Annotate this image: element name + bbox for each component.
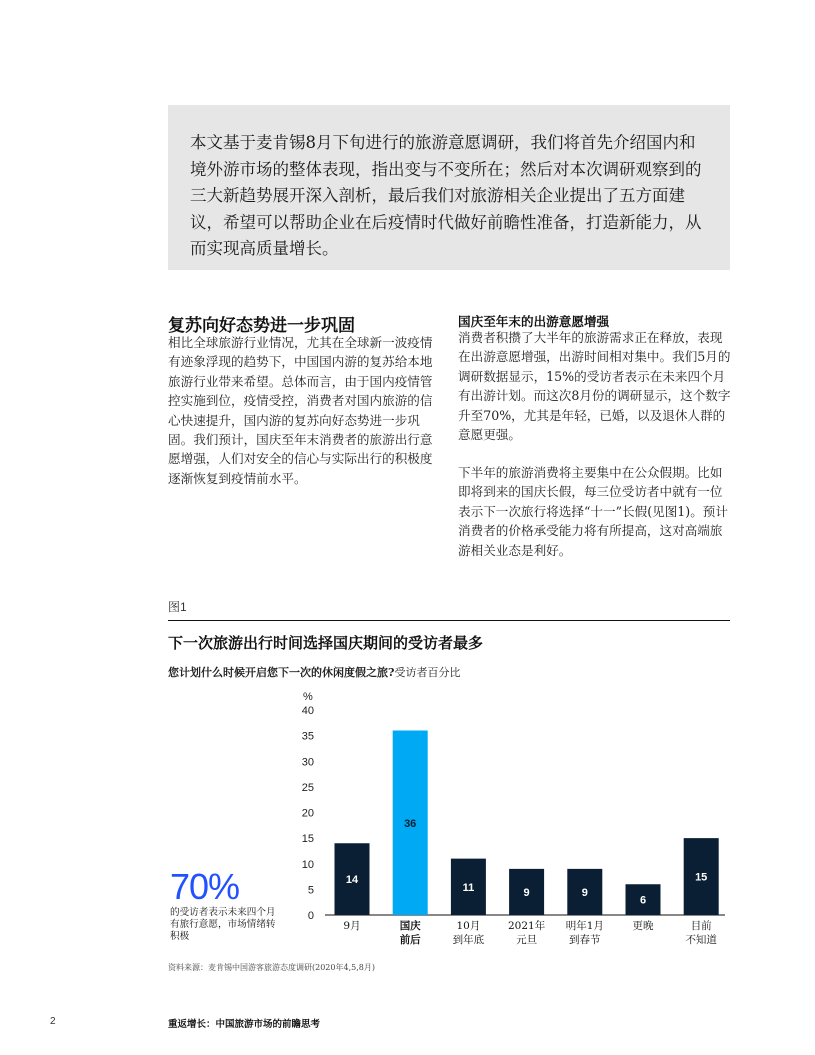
right-section-body-2: 下半年的旅游消费将主要集中在公众假期。比如即将到来的国庆长假，每三位受访者中就有一位表示下一次旅行将选择“十一”长假(见图1)。预计消费者的价格承受能力将有所提高，这对高端旅游相关业态是利好。 — [458, 465, 728, 558]
chart-title: 下一次旅游出行时间选择国庆期间的受访者最多 — [168, 634, 484, 652]
y-axis-unit: % — [303, 691, 313, 703]
chart-unit-note: 受访者百分比 — [394, 666, 461, 679]
right-section-body-1: 消费者积攒了大半年的旅游需求正在释放，表现在出游意愿增强，出游时间相对集中。我们5月的调研数据显示，15%的受访者表示在未来四个月有出游计划。而这次8月份的调研显示，这个数字升至70%，尤其是年轻，已婚，以及退休人群的意愿更强。 — [458, 330, 731, 443]
x-tick-label: 更晚 — [632, 920, 654, 932]
x-tick-label: 到春节 — [569, 934, 601, 946]
right-section-heading: 国庆至年末的出游意愿增强 — [458, 314, 610, 329]
bar-value-label: 9 — [523, 886, 530, 899]
x-tick-label: 前后 — [399, 934, 421, 946]
bar-value-label: 15 — [695, 871, 708, 884]
figure-label: 图1 — [168, 600, 187, 614]
x-tick-label: 10月 — [456, 920, 481, 932]
callout-value: 70% — [170, 866, 240, 907]
x-tick-label: 目前 — [690, 920, 712, 932]
y-tick-label: 30 — [301, 756, 314, 769]
bar-value-label: 6 — [639, 894, 647, 907]
x-tick-label: 元旦 — [516, 934, 538, 946]
source-note: 资料来源：麦肯锡中国游客旅游态度调研(2020年4,5,8月) — [168, 963, 375, 972]
left-section-body: 相比全球旅游行业情况，尤其在全球新一波疫情有迹象浮现的趋势下，中国国内游的复苏给本地旅游行业带来希望。总体而言，由于国内疫情管控实施到位，疫情受控，消费者对国内旅游的信心快速提升，国内游的复苏向好态势进一步巩固。我们预计，国庆至年末消费者的旅游出行意愿增强，人们对安全的信心与实际出行的积极度逐渐恢复到疫情前水平。 — [168, 335, 433, 486]
bar-value-label: 11 — [462, 881, 475, 894]
x-tick-label: 9月 — [343, 920, 361, 932]
left-section-heading: 复苏向好态势进一步巩固 — [168, 316, 355, 336]
x-tick-label: 2021年 — [507, 920, 546, 932]
footer-title: 重返增长：中国旅游市场的前瞻思考 — [168, 1019, 321, 1030]
y-tick-label: 10 — [301, 858, 314, 871]
y-tick-label: 25 — [301, 781, 314, 794]
bar-value-label: 9 — [581, 886, 588, 899]
y-tick-label: 5 — [307, 884, 314, 897]
y-tick-label: 20 — [301, 807, 314, 820]
chart-question: 您计划什么时候开启您下一次的休闲度假之旅? — [168, 666, 395, 679]
x-tick-label: 到年底 — [452, 934, 485, 946]
intro-text: 本文基于麦肯锡8月下旬进行的旅游意愿调研，我们将首先介绍国内和境外游市场的整体表现，指出变与不变所在；然后对本次调研观察到的三大新趋势展开深入剖析，最后我们对旅游相关企业提出了五方面建议，希望可以帮助企业在后疫情时代做好前瞻性准备，打造新能力，从而实现高质量增长。 — [190, 133, 702, 258]
bar-value-label: 14 — [345, 874, 359, 887]
y-tick-label: 35 — [301, 730, 314, 743]
x-tick-label: 明年1月 — [565, 920, 604, 932]
callout-text: 的受访者表示未来四个月有旅行意愿，市场情绪转积极 — [170, 907, 276, 942]
y-tick-label: 15 — [301, 833, 314, 846]
x-tick-label: 国庆 — [399, 920, 421, 932]
y-tick-label: 0 — [307, 910, 314, 922]
page-number: 2 — [50, 1016, 56, 1027]
y-tick-label: 40 — [301, 705, 314, 717]
bar-value-label: 36 — [404, 817, 417, 830]
x-tick-label: 不知道 — [685, 934, 717, 946]
